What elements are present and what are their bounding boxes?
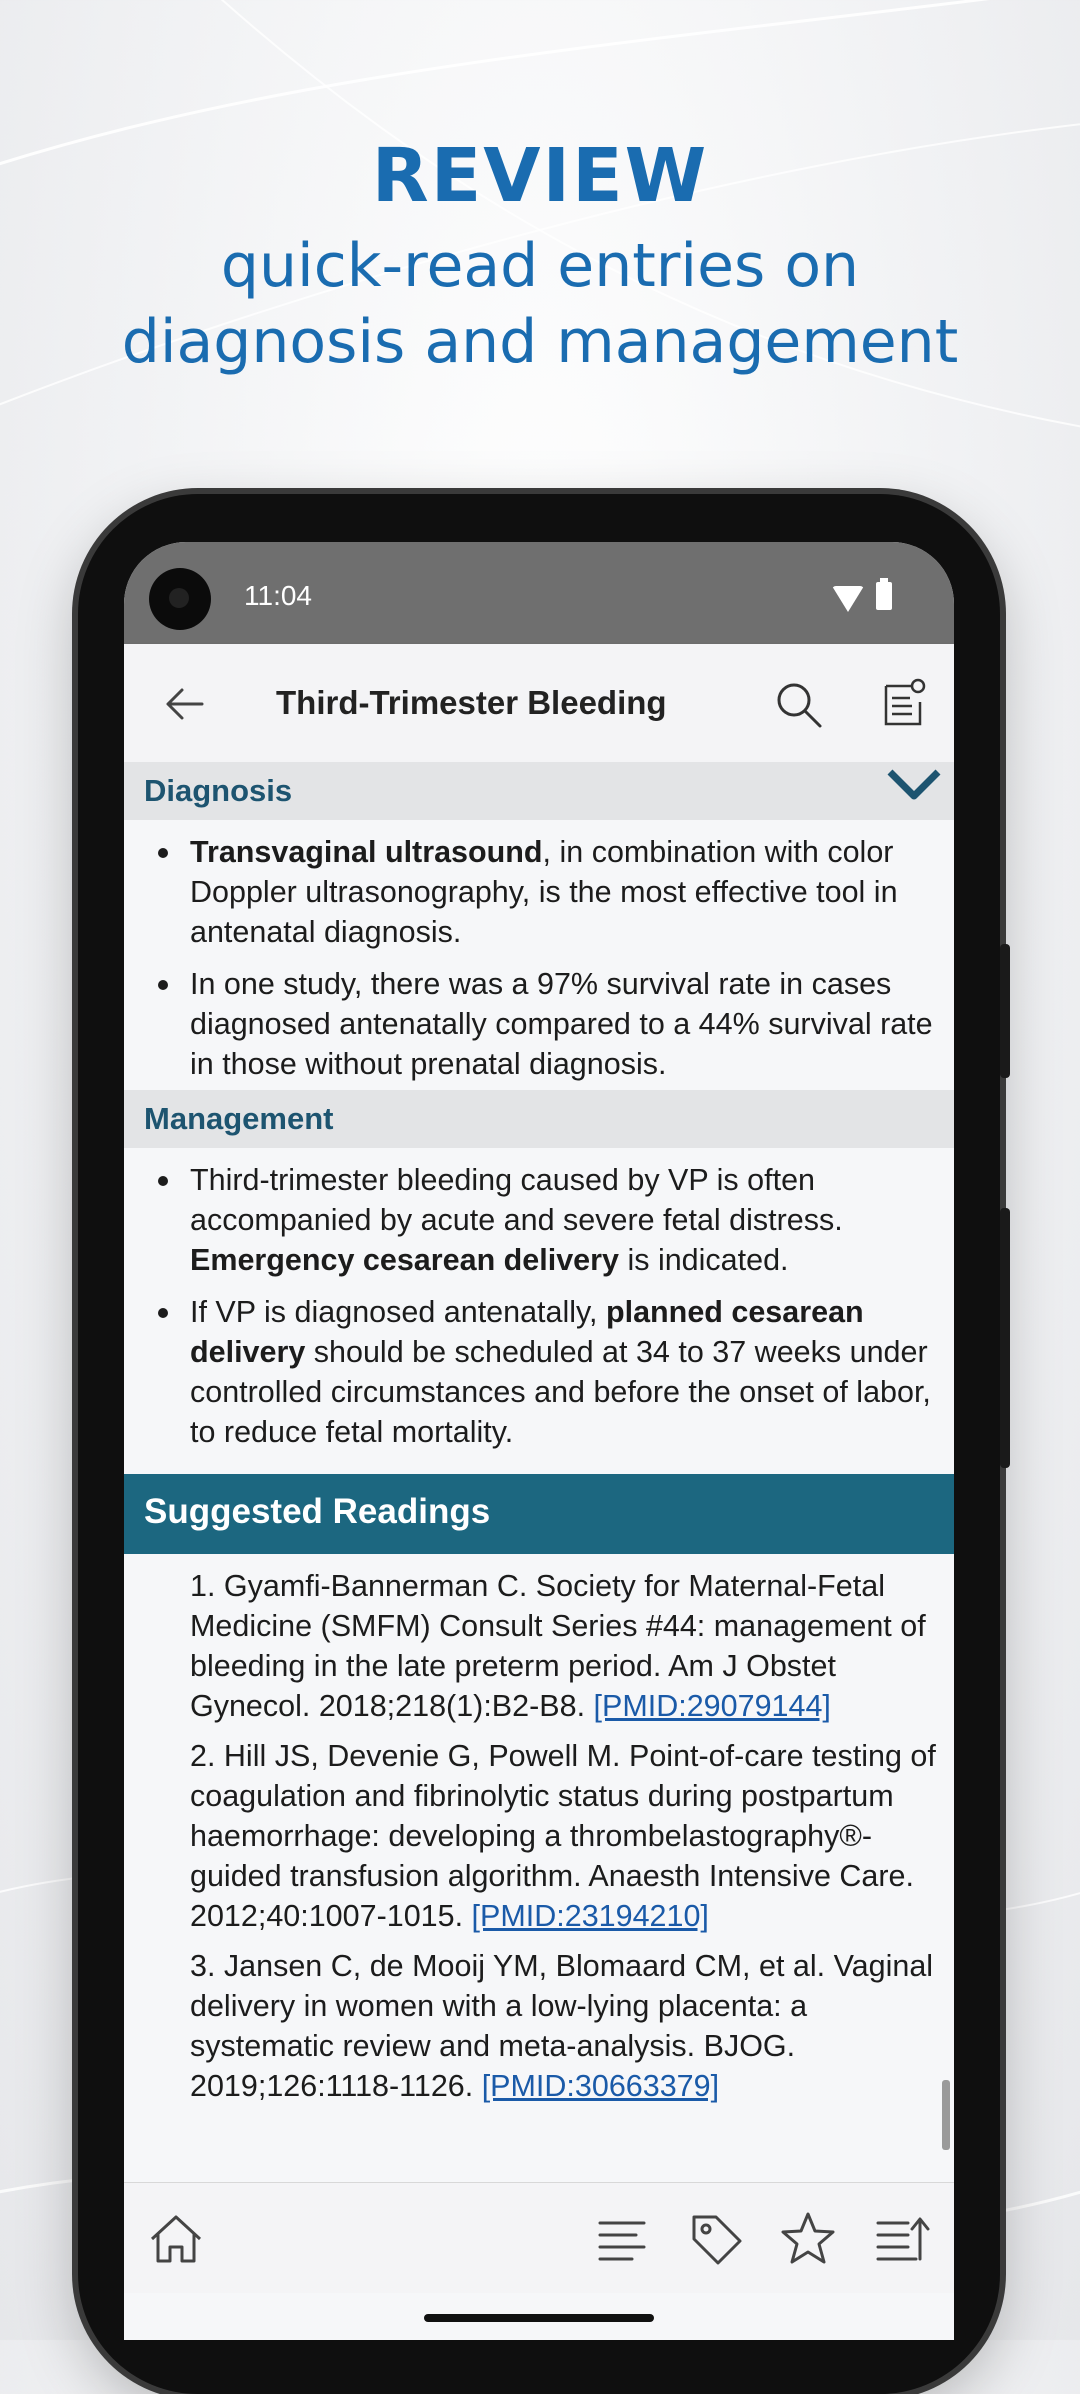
pmid-link[interactable]: [PMID:30663379]	[481, 2069, 720, 2103]
home-icon[interactable]	[146, 2209, 206, 2269]
scrollbar-thumb[interactable]	[942, 2080, 950, 2150]
management-heading: Management	[144, 1101, 334, 1136]
reading-item-2: 2. Hill JS, Devenie G, Powell M. Point-of-care testing of coagulation and fibrinolytic status during postpartum haemorrhage: developing a thrombelastography®-guided transfusion algorithm. Anaesth Intensive Care. 2012;40:1007-1015. [PMID:23194210]	[190, 1739, 936, 1933]
status-time: 11:04	[244, 580, 312, 611]
app-bar	[124, 644, 954, 762]
management-list	[144, 1160, 944, 1464]
reading-item-1: 1. Gyamfi-Bannerman C. Society for Maternal-Fetal Medicine (SMFM) Consult Series #44: management of bleeding in the late preterm period. Am J Obstet Gynecol. 2018;218(1):B2-B8. [PMID:29079144]	[190, 1569, 926, 1723]
page-title: Third-Trimester Bleeding	[276, 684, 667, 721]
diagnosis-list	[144, 832, 944, 1096]
notes-icon[interactable]	[882, 676, 928, 728]
phone-side-button	[1000, 944, 1010, 1078]
camera-icon	[149, 568, 211, 630]
bottom-navigation	[124, 2182, 954, 2293]
list-item: Transvaginal ultrasound, in combination with color Doppler ultrasonography, is the most effective tool in antenatal diagnosis.	[144, 832, 944, 952]
promo-subline-2: diagnosis and management	[121, 307, 959, 377]
promo-headline: REVIEW	[371, 133, 709, 219]
suggested-readings-heading: Suggested Readings	[144, 1492, 491, 1531]
back-arrow-icon[interactable]	[162, 682, 206, 726]
pmid-link[interactable]: [PMID:29079144]	[593, 1689, 831, 1723]
entry-content[interactable]	[124, 762, 954, 2182]
suggested-readings-header[interactable]	[124, 1474, 954, 1554]
search-icon[interactable]	[774, 680, 824, 730]
list-item: In one study, there was a 97% survival rate in cases diagnosed antenatally compared to a 44% survival rate in those without prenatal diagnosis.	[144, 964, 944, 1084]
battery-icon	[876, 582, 892, 610]
diagnosis-heading: Diagnosis	[144, 773, 293, 808]
management-section-header[interactable]	[124, 1090, 954, 1148]
phone-screen	[124, 542, 954, 2340]
contents-icon[interactable]	[592, 2209, 652, 2269]
list-item: If VP is diagnosed antenatally, planned cesarean delivery should be scheduled at 34 to 37 weeks under controlled circumstances and before the onset of labor, to reduce fetal mortality.	[144, 1292, 944, 1452]
pmid-link[interactable]: [PMID:23194210]	[471, 1899, 709, 1933]
reading-item-3: 3. Jansen C, de Mooij YM, Blomaard CM, et al. Vaginal delivery in women with a low-lying placenta: a systematic review and meta-analysis. BJOG. 2019;126:1118-1126. [PMID:30663379]	[190, 1949, 934, 2103]
list-item: Third-trimester bleeding caused by VP is often accompanied by acute and severe fetal distress. Emergency cesarean delivery is indicated.	[144, 1160, 944, 1280]
tag-icon[interactable]	[686, 2209, 746, 2269]
status-bar	[124, 542, 954, 644]
promo-header	[0, 128, 1080, 380]
promo-subline-1: quick-read entries on	[220, 231, 860, 301]
phone-volume-button	[1000, 1208, 1010, 1468]
star-icon[interactable]	[778, 2209, 838, 2269]
wifi-icon	[832, 586, 864, 612]
chevron-down-icon[interactable]	[886, 766, 942, 802]
history-icon[interactable]	[872, 2209, 932, 2269]
diagnosis-section-header[interactable]	[124, 762, 954, 820]
readings-list	[190, 1566, 944, 2116]
gesture-bar[interactable]	[424, 2314, 654, 2322]
